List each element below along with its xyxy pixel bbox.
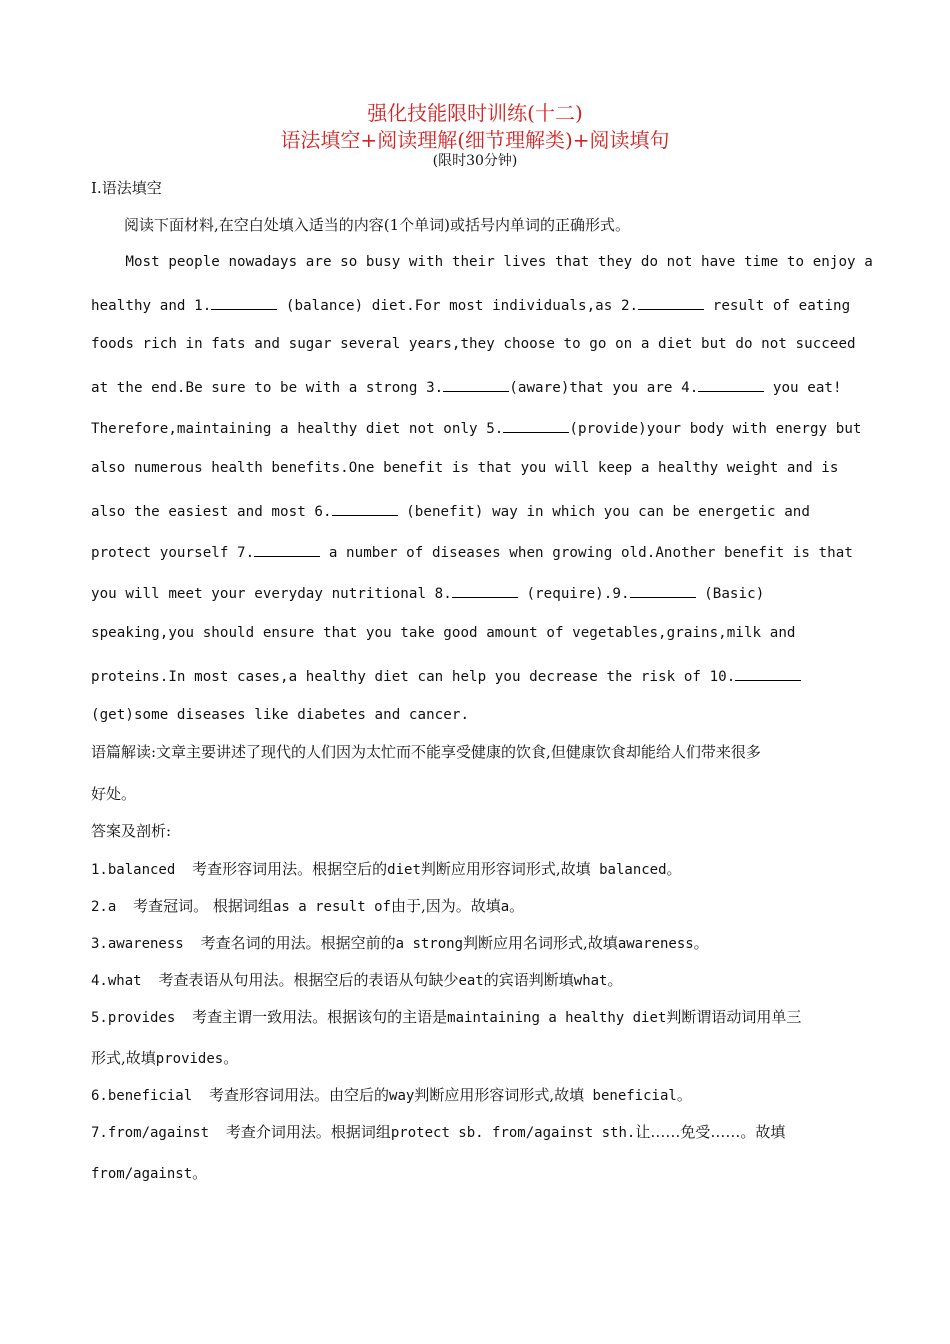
- answers-heading: 答案及剖析:: [91, 822, 172, 840]
- blank-1[interactable]: [211, 295, 277, 310]
- passage-line: also numerous health benefits.One benefit is that you will keep a healthy weight and is: [91, 460, 839, 476]
- blank-5[interactable]: [503, 418, 569, 433]
- blank-2[interactable]: [638, 295, 704, 310]
- passage-line: at the end.Be sure to be with a strong 3. (aware)that you are 4. you eat!: [91, 377, 859, 396]
- blank-4[interactable]: [698, 377, 764, 392]
- blank-6[interactable]: [332, 501, 398, 516]
- passage-line: (get)some diseases like diabetes and cancer.: [91, 707, 470, 723]
- discourse-analysis-cont: 好处。: [91, 785, 137, 803]
- passage-line: healthy and 1. (balance) diet.For most individuals,as 2. result of eating: [91, 295, 859, 314]
- passage-line: protect yourself 7. a number of diseases when growing old.Another benefit is that: [91, 542, 859, 561]
- passage-line: proteins.In most cases,a healthy diet can help you decrease the risk of 10.: [91, 666, 859, 685]
- answer-7-cont: from/against。: [91, 1164, 208, 1182]
- answer-5: 5.provides 考查主谓一致用法。根据该句的主语是maintaining a healthy diet判断谓语动词用单三: [91, 1008, 802, 1026]
- blank-10[interactable]: [735, 666, 801, 681]
- passage-line: you will meet your everyday nutritional 8. (require).9. (Basic): [91, 583, 859, 602]
- blank-8[interactable]: [452, 583, 518, 598]
- blank-7[interactable]: [254, 542, 320, 557]
- title-line-1: 强化技能限时训练(十二): [367, 101, 583, 125]
- passage-line: Therefore,maintaining a healthy diet not only 5. (provide)your body with energy but: [91, 418, 859, 437]
- title-line-2: 语法填空+阅读理解(细节理解类)+阅读填句: [280, 128, 670, 152]
- answer-1: 1.balanced 考查形容词用法。根据空后的diet判断应用形容词形式,故填 balanced。: [91, 860, 682, 878]
- answer-7: 7.from/against 考查介词用法。根据词组protect sb. from/against sth.让……免受……。故填: [91, 1123, 786, 1141]
- discourse-analysis: 语篇解读:文章主要讲述了现代的人们因为太忙而不能享受健康的饮食,但健康饮食却能给人们带来很多: [91, 743, 761, 761]
- instruction: 阅读下面材料,在空白处填入适当的内容(1个单词)或括号内单词的正确形式。: [124, 216, 631, 234]
- answer-4: 4.what 考查表语从句用法。根据空后的表语从句缺少eat的宾语判断填what。: [91, 971, 623, 989]
- blank-9[interactable]: [630, 583, 696, 598]
- passage-line: Most people nowadays are so busy with their lives that they do not have time to enjoy a: [91, 254, 873, 270]
- passage-line: speaking,you should ensure that you take good amount of vegetables,grains,milk and: [91, 625, 796, 641]
- section-heading: I.语法填空: [91, 179, 162, 197]
- answer-2: 2.a 考查冠词。 根据词组as a result of由于,因为。故填a。: [91, 897, 525, 915]
- answer-6: 6.beneficial 考查形容词用法。由空后的way判断应用形容词形式,故填 beneficial。: [91, 1086, 692, 1104]
- answer-3: 3.awareness 考查名词的用法。根据空前的a strong判断应用名词形式,故填awareness。: [91, 934, 709, 952]
- passage-line: foods rich in fats and sugar several years,they choose to go on a diet but do not succeed: [91, 336, 856, 352]
- answer-5-cont: 形式,故填provides。: [91, 1049, 239, 1067]
- blank-3[interactable]: [443, 377, 509, 392]
- passage-line: also the easiest and most 6. (benefit) way in which you can be energetic and: [91, 501, 859, 520]
- time-limit: (限时30分钟): [432, 153, 518, 169]
